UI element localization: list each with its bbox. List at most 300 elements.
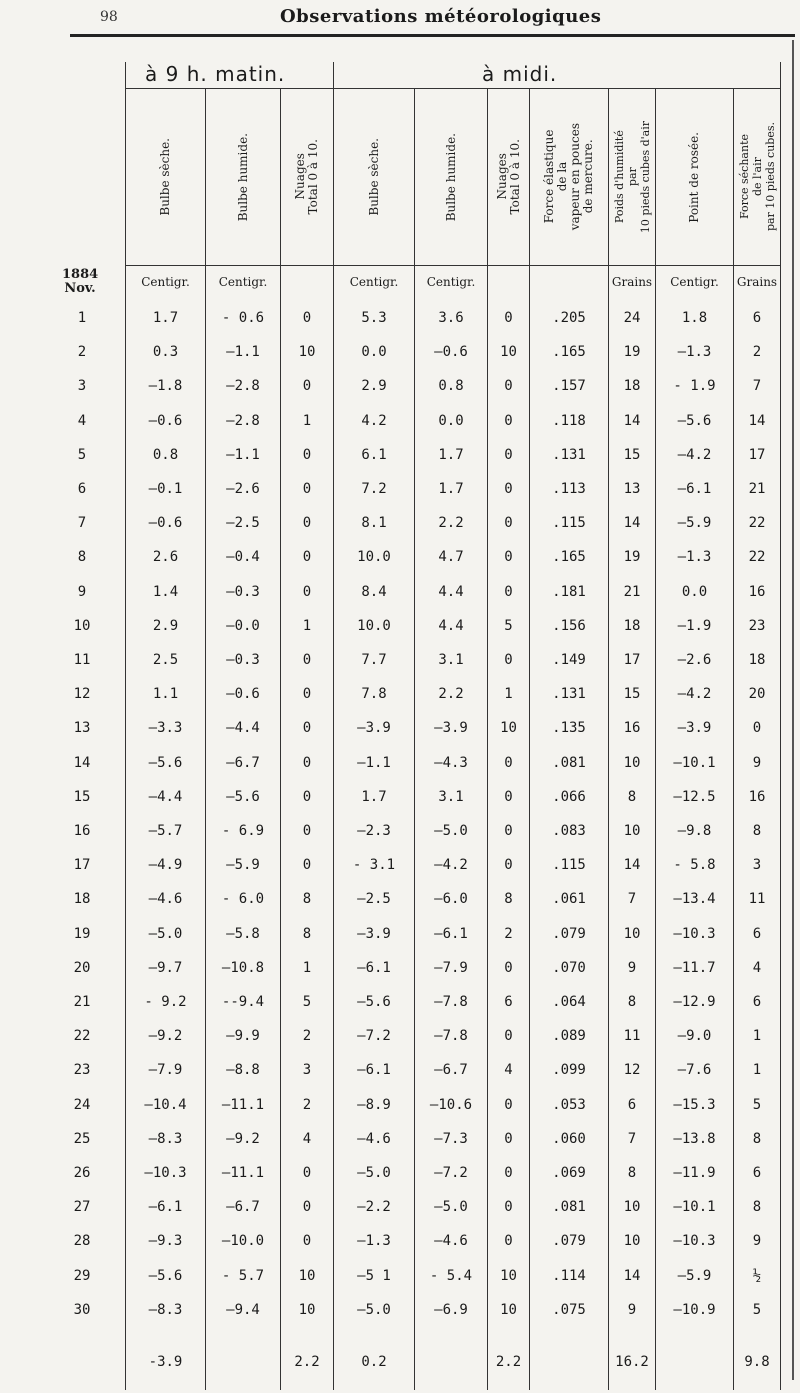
table-cell: 1 [504, 686, 513, 703]
table-cell: 1.7 [438, 481, 464, 497]
table-cell: 17 [623, 652, 641, 668]
day-number: 22 [73, 1028, 91, 1045]
table-cell: —6.7 [226, 754, 260, 771]
table-cell: —5.0 [434, 823, 468, 839]
table-cell: —3.9 [357, 925, 391, 942]
table-row [0, 344, 800, 374]
day-number: 19 [73, 925, 91, 942]
column-header: Nuages Total 0 à 10. [494, 139, 522, 215]
day-number: 26 [73, 1165, 91, 1181]
table-cell: 20 [748, 686, 766, 703]
table-cell: .131 [552, 446, 586, 463]
table-cell: —10.6 [429, 1096, 473, 1113]
table-cell: —5.0 [434, 1199, 468, 1216]
table-cell: —4.2 [677, 446, 712, 463]
table-cell: .115 [552, 857, 586, 874]
day-number: 6 [77, 481, 87, 497]
table-cell: 0.3 [152, 344, 179, 361]
table-cell: —12.5 [673, 788, 716, 805]
table-cell: 7 [627, 1130, 637, 1147]
table-cell: 5 [302, 994, 312, 1010]
header-rule [70, 34, 795, 37]
table-cell: .181 [552, 583, 586, 600]
column-header: Nuages Total 0 à 10. [293, 139, 320, 215]
table-cell: .081 [552, 754, 586, 771]
table-cell: —11.9 [673, 1165, 716, 1181]
table-cell: 2 [504, 925, 513, 942]
table-cell: 6 [752, 1165, 762, 1181]
table-cell: 7.2 [361, 481, 387, 497]
table-row [0, 686, 800, 716]
table-row [0, 618, 800, 648]
table-cell: - 5.8 [673, 857, 716, 874]
table-cell: —2.2 [357, 1199, 391, 1216]
total-cell: 16.2 [615, 1354, 649, 1370]
table-cell: —7.3 [434, 1130, 468, 1147]
table-cell: 10 [623, 754, 641, 771]
total-cell: 2.2 [495, 1354, 522, 1370]
column-header: Bulbe sèche. [158, 138, 172, 216]
table-cell: —6.1 [148, 1199, 183, 1216]
table-cell: 8 [504, 891, 513, 908]
unit-label: Centigr. [218, 275, 268, 289]
table-cell: 0 [302, 310, 312, 326]
table-cell: 1.7 [438, 446, 464, 463]
table-cell: 4.4 [438, 617, 464, 634]
table-cell: .060 [552, 1130, 586, 1147]
table-cell: 0 [302, 549, 312, 566]
table-cell: —5.6 [357, 994, 391, 1010]
table-cell: 2.9 [361, 378, 387, 395]
table-cell: 12 [623, 1062, 641, 1079]
table-cell: .118 [552, 412, 586, 429]
table-cell: 6 [752, 994, 762, 1010]
table-cell: —3.9 [357, 720, 391, 737]
table-cell: —4.4 [226, 720, 260, 737]
table-cell: —6.1 [357, 959, 391, 976]
table-cell: 0 [302, 378, 312, 395]
table-cell: .135 [552, 720, 586, 737]
table-cell: —4.9 [148, 857, 183, 874]
table-cell: 8 [627, 788, 637, 805]
table-cell: 2.2 [438, 686, 464, 703]
table-row [0, 447, 800, 477]
table-cell: —0.4 [226, 549, 260, 566]
day-number: 30 [73, 1301, 91, 1318]
table-cell: 1.7 [361, 788, 387, 805]
column-header: Point de rosée. [687, 131, 701, 223]
table-cell: 2.5 [152, 652, 179, 668]
table-cell: 0 [504, 446, 513, 463]
table-row [0, 720, 800, 750]
table-cell: —9.2 [226, 1130, 260, 1147]
day-number: 25 [73, 1130, 91, 1147]
table-cell: —6.1 [677, 481, 712, 497]
table-cell: .157 [552, 378, 586, 395]
table-cell: 0 [504, 1130, 513, 1147]
table-cell: 0 [504, 549, 513, 566]
table-cell: 3.6 [438, 310, 464, 326]
table-cell: 16 [748, 583, 766, 600]
table-cell: .069 [552, 1165, 586, 1181]
table-cell: 16 [623, 720, 641, 737]
table-row [0, 549, 800, 579]
unit-label: Centigr. [426, 275, 476, 289]
table-cell: 14 [748, 412, 766, 429]
table-cell: 7 [752, 378, 762, 395]
table-cell: —7.8 [434, 994, 468, 1010]
table-cell: 4 [504, 1062, 513, 1079]
table-cell: —5.0 [148, 925, 183, 942]
table-cell: 0 [302, 446, 312, 463]
table-cell: —9.7 [148, 959, 183, 976]
table-cell: —0.0 [226, 617, 260, 634]
table-cell: .099 [552, 1062, 586, 1079]
table-cell: 2.9 [152, 617, 179, 634]
day-number: 4 [77, 412, 87, 429]
table-cell: —4.6 [434, 1233, 468, 1250]
table-row [0, 960, 800, 990]
table-cell: 0 [302, 515, 312, 532]
column-header: Force séchante de l'air par 10 pieds cubes. [737, 122, 777, 232]
table-cell: —5 1 [357, 1267, 391, 1284]
table-cell: —4.6 [148, 891, 183, 908]
table-cell: 9 [752, 1233, 762, 1250]
table-cell: - 3.1 [352, 857, 396, 874]
table-cell: —3.9 [677, 720, 712, 737]
table-cell: .089 [552, 1028, 586, 1045]
table-cell: 1 [752, 1028, 762, 1045]
table-cell: —10.8 [221, 959, 265, 976]
table-cell: —7.9 [148, 1062, 183, 1079]
table-cell: 10 [500, 344, 517, 361]
table-cell: - 0.6 [221, 310, 265, 326]
table-cell: 0 [504, 310, 513, 326]
table-cell: 0.8 [438, 378, 464, 395]
table-cell: —2.8 [226, 412, 260, 429]
table-cell: —2.5 [357, 891, 391, 908]
table-cell: 0 [302, 857, 312, 874]
table-cell: .070 [552, 959, 586, 976]
table-cell: —3.9 [434, 720, 468, 737]
table-cell: —11.1 [221, 1165, 265, 1181]
table-cell: 8 [627, 994, 637, 1010]
table-cell: .061 [552, 891, 586, 908]
table-cell: .205 [552, 310, 586, 326]
table-cell: 17 [748, 446, 766, 463]
day-number: 12 [73, 686, 91, 703]
table-cell: 6 [627, 1096, 637, 1113]
column-header: Bulbe humide. [235, 132, 250, 222]
table-cell: 10 [500, 720, 517, 737]
table-cell: --9.4 [221, 994, 265, 1010]
table-cell: —4.6 [357, 1130, 391, 1147]
table-cell: 0 [302, 481, 312, 497]
table-cell: 0 [302, 788, 312, 805]
table-row [0, 1097, 800, 1127]
table-row [0, 891, 800, 921]
table-cell: 0 [504, 515, 513, 532]
table-cell: 5.3 [361, 310, 387, 326]
day-number: 29 [73, 1267, 91, 1284]
day-number: 20 [73, 959, 91, 976]
page-number: 98 [100, 9, 118, 25]
table-cell: —1.3 [677, 344, 712, 361]
table-cell: —6.9 [434, 1301, 468, 1318]
table-cell: .053 [552, 1096, 586, 1113]
table-cell: 6 [504, 994, 513, 1010]
table-row [0, 1199, 800, 1229]
table-cell: 0 [504, 583, 513, 600]
table-cell: —0.3 [226, 583, 260, 600]
table-cell: —8.3 [148, 1130, 183, 1147]
day-number: 8 [77, 549, 87, 566]
table-cell: —4.4 [148, 788, 183, 805]
total-cell: 2.2 [294, 1354, 320, 1370]
table-cell: 21 [623, 583, 641, 600]
table-cell: 22 [748, 549, 766, 566]
table-cell: —8.3 [148, 1301, 183, 1318]
table-cell: 1 [302, 412, 312, 429]
table-cell: —6.1 [357, 1062, 391, 1079]
table-cell: —5.9 [677, 515, 712, 532]
table-cell: —13.4 [673, 891, 716, 908]
table-cell: —5.9 [677, 1267, 712, 1284]
table-cell: —8.8 [226, 1062, 260, 1079]
table-cell: 10.0 [357, 617, 391, 634]
table-cell: 5 [752, 1301, 762, 1318]
table-cell: —6.7 [434, 1062, 468, 1079]
table-cell: —6.7 [226, 1199, 260, 1216]
table-cell: 5 [752, 1096, 762, 1113]
table-row [0, 789, 800, 819]
table-cell: 15 [623, 446, 641, 463]
table-cell: .079 [552, 925, 586, 942]
table-cell: —0.6 [148, 515, 183, 532]
table-cell: 9 [752, 754, 762, 771]
table-cell: .165 [552, 549, 586, 566]
table-cell: —2.5 [226, 515, 260, 532]
header-bottom-rule [125, 265, 780, 266]
table-row [0, 515, 800, 545]
table-cell: —3.3 [148, 720, 183, 737]
table-cell: —4.2 [434, 857, 468, 874]
table-cell: 4.2 [361, 412, 387, 429]
table-cell: .115 [552, 515, 586, 532]
table-cell: —0.6 [226, 686, 260, 703]
table-row [0, 378, 800, 408]
total-cell: 9.8 [744, 1354, 770, 1370]
table-cell: —10.9 [673, 1301, 716, 1318]
table-cell: 10 [500, 1267, 517, 1284]
day-number: 9 [77, 583, 87, 600]
table-cell: 6 [752, 310, 762, 326]
table-cell: 0 [504, 823, 513, 839]
table-cell: —12.9 [673, 994, 716, 1010]
table-cell: 7.8 [361, 686, 387, 703]
table-cell: 8.1 [361, 515, 387, 532]
table-cell: 10 [623, 925, 641, 942]
table-cell: 3.1 [438, 652, 464, 668]
table-cell: 1.4 [152, 583, 179, 600]
day-number: 10 [73, 617, 91, 634]
table-cell: 9 [627, 1301, 637, 1318]
table-cell: —7.6 [677, 1062, 712, 1079]
unit-label: Centigr. [670, 275, 719, 289]
table-cell: 0 [504, 1199, 513, 1216]
total-cell: -3.9 [148, 1354, 183, 1370]
table-cell: - 9.2 [144, 994, 187, 1010]
table-cell: —2.3 [357, 823, 391, 839]
table-cell: 0 [302, 1165, 312, 1181]
table-cell: —7.8 [434, 1028, 468, 1045]
table-cell: 0 [504, 959, 513, 976]
table-cell: —5.8 [226, 925, 260, 942]
table-row [0, 1165, 800, 1195]
table-cell: 7 [627, 891, 637, 908]
table-cell: 19 [623, 549, 641, 566]
unit-label: Centigr. [349, 275, 399, 289]
column-header: Force élastique de la vapeur en pouces de mercure. [542, 123, 595, 231]
table-cell: 21 [748, 481, 766, 497]
column-header: Bulbe sèche. [366, 138, 381, 216]
table-row [0, 1233, 800, 1263]
table-cell: 8 [302, 891, 312, 908]
day-number: 14 [73, 754, 91, 771]
day-number: 7 [77, 515, 87, 532]
table-row [0, 994, 800, 1024]
table-cell: 1 [302, 959, 312, 976]
table-cell: —9.3 [148, 1233, 183, 1250]
table-cell: —2.6 [677, 652, 712, 668]
table-cell: .165 [552, 344, 586, 361]
table-cell: 1.7 [152, 310, 179, 326]
table-cell: - 6.0 [221, 891, 265, 908]
table-cell: 18 [623, 378, 641, 395]
day-number: 11 [73, 652, 91, 668]
table-cell: 3 [302, 1062, 312, 1079]
year-month-label: 1884 Nov. [62, 267, 99, 296]
table-cell: 10 [623, 823, 641, 839]
table-cell: 8 [752, 1199, 762, 1216]
table-cell: —1.9 [677, 617, 712, 634]
table-cell: 10 [623, 1199, 641, 1216]
table-row [0, 584, 800, 614]
table-cell: —5.7 [148, 823, 183, 839]
table-cell: 0.8 [152, 446, 179, 463]
table-cell: 7.7 [361, 652, 387, 668]
table-cell: 9 [627, 959, 637, 976]
table-cell: 23 [748, 617, 766, 634]
day-number: 16 [73, 823, 91, 839]
table-cell: 8 [752, 823, 762, 839]
table-cell: 0 [302, 686, 312, 703]
table-cell: —10.0 [221, 1233, 265, 1250]
table-cell: —4.2 [677, 686, 712, 703]
table-cell: - 6.9 [221, 823, 265, 839]
table-cell: 4.7 [438, 549, 464, 566]
table-cell: 2 [302, 1096, 312, 1113]
table-cell: —1.3 [677, 549, 712, 566]
table-cell: ½ [752, 1267, 762, 1284]
table-cell: —1.1 [226, 344, 260, 361]
table-cell: - 5.7 [221, 1267, 265, 1284]
day-number: 21 [73, 994, 91, 1010]
table-cell: 1.8 [681, 310, 708, 326]
table-cell: 2 [752, 344, 762, 361]
table-cell: 1 [752, 1062, 762, 1079]
table-cell: 14 [623, 412, 641, 429]
day-number: 24 [73, 1096, 91, 1113]
table-cell: 1.1 [152, 686, 179, 703]
table-cell: 8 [302, 925, 312, 942]
table-cell: 0 [302, 1233, 312, 1250]
table-row [0, 926, 800, 956]
table-cell: 0 [504, 481, 513, 497]
running-title: Observations météorologiques [280, 6, 602, 27]
table-cell: —11.7 [673, 959, 716, 976]
table-row [0, 652, 800, 682]
table-cell: —0.6 [148, 412, 183, 429]
day-number: 17 [73, 857, 91, 874]
header-underline [125, 88, 780, 89]
table-cell: —5.0 [357, 1301, 391, 1318]
table-cell: .075 [552, 1301, 586, 1318]
table-cell: 0 [504, 1233, 513, 1250]
table-cell: —7.2 [434, 1165, 468, 1181]
table-cell: .066 [552, 788, 586, 805]
table-cell: —2.6 [226, 481, 260, 497]
table-cell: —2.8 [226, 378, 260, 395]
table-cell: 19 [623, 344, 641, 361]
table-cell: 0.0 [438, 412, 464, 429]
table-cell: .149 [552, 652, 586, 668]
table-cell: —5.6 [148, 754, 183, 771]
table-cell: 0 [504, 412, 513, 429]
table-cell: 16 [748, 788, 766, 805]
table-cell: 0 [302, 720, 312, 737]
table-cell: 4 [752, 959, 762, 976]
table-cell: —5.9 [226, 857, 260, 874]
table-cell: 3 [752, 857, 762, 874]
table-cell: 1 [302, 617, 312, 634]
table-cell: 0 [504, 754, 513, 771]
table-cell: 10 [500, 1301, 517, 1318]
table-cell: .081 [552, 1199, 586, 1216]
column-header: Bulbe humide. [443, 132, 458, 222]
table-cell: —5.6 [677, 412, 712, 429]
table-cell: —9.2 [148, 1028, 183, 1045]
table-cell: —11.1 [221, 1096, 265, 1113]
table-cell: 0 [504, 857, 513, 874]
table-cell: 8 [752, 1130, 762, 1147]
day-number: 18 [73, 891, 91, 908]
table-cell: 24 [623, 310, 641, 326]
table-row [0, 755, 800, 785]
table-row [0, 413, 800, 443]
table-cell: —13.8 [673, 1130, 716, 1147]
table-cell: 3.1 [438, 788, 464, 805]
table-cell: —5.6 [226, 788, 260, 805]
table-row [0, 857, 800, 887]
table-cell: 0 [302, 583, 312, 600]
table-cell: 6 [752, 925, 762, 942]
table-cell: - 1.9 [673, 378, 716, 395]
table-cell: —4.3 [434, 754, 468, 771]
table-cell: .083 [552, 823, 586, 839]
table-cell: —10.1 [673, 754, 716, 771]
unit-label: Centigr. [141, 275, 190, 289]
